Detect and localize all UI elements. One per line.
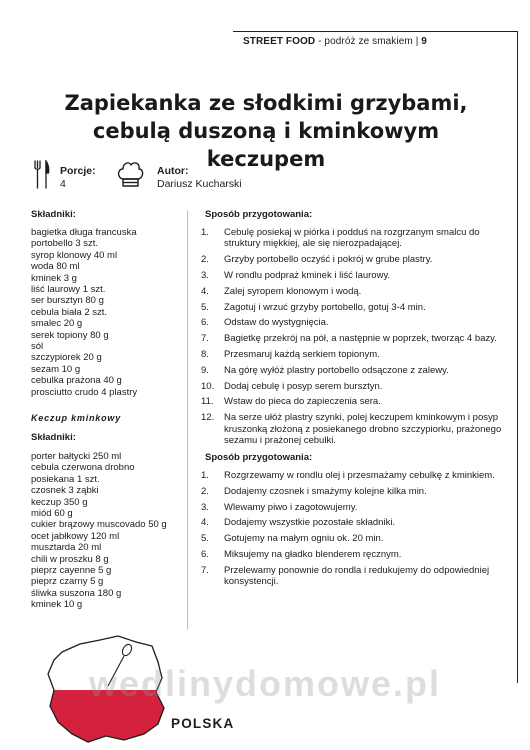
step-number: 4. [201,517,209,529]
step-text: Dodaj cebulę i posyp serem bursztyn. [224,380,383,392]
step-text: Dodajemy wszystkie pozostałe składniki. [224,517,396,529]
method-step [201,486,503,497]
method-step [201,565,503,588]
step-text: Na górę wyłóż plastry portobello odsączone z zalewy. [224,364,449,376]
step-text: Cebulę posiekaj w piórka i podduś na rozgrzanym smalcu do struktury miękkiej, ale się nierozpadającej. [224,227,480,250]
step-text: Miksujemy na gładko blenderem ręcznym. [224,548,402,560]
step-number: 2. [201,485,209,497]
method-step [201,349,503,360]
recipe-title-line: Zapiekanka ze słodkimi grzybami, [64,91,468,115]
fork-knife-icon [33,160,51,190]
column-divider [187,210,188,630]
step-number: 11. [201,396,214,408]
method-step [201,381,503,392]
method-step [201,502,503,513]
ingredient-item: serek topiony 80 g [31,329,109,341]
ingredient-item: sól [31,341,44,353]
step-number: 1. [201,227,209,238]
watermark: wedlinydomowe.pl [88,663,442,704]
step-text: W rondlu podpraż kminek i liść laurowy. [224,270,391,281]
ketchup-ingredients-list [31,451,167,611]
ingredient-item: cukier brązowy muscovado 50 g [31,519,167,531]
method-step [201,365,503,376]
step-text: Gotujemy na małym ogniu ok. 20 min. [224,533,384,545]
ketchup-method-heading: Sposób przygotowania: [205,452,313,463]
method-heading: Sposób przygotowania: [205,209,313,220]
ingredient-item: szczypiorek 20 g [31,352,102,364]
author-label: Autor: [157,165,189,177]
step-text: Zagotuj i wrzuć grzyby portobello, gotuj 3-4 min. [224,301,426,313]
recipe-title [31,89,501,173]
ketchup-title: Keczup kminkowy [31,413,122,423]
step-number: 4. [201,285,209,297]
method-step [201,302,503,313]
ingredient-item: pieprz cayenne 5 g [31,565,112,577]
page-number: 9 [421,36,427,47]
ingredient-item: czosnek 3 ząbki [31,485,99,497]
ingredient-item: woda 80 ml [31,261,80,273]
method-step [201,317,503,328]
step-text: Przesmaruj każdą serkiem topionym. [224,348,380,360]
ingredient-item: ser bursztyn 80 g [31,295,104,307]
method-step [201,270,503,281]
method-step [201,227,503,250]
method-step [201,254,503,265]
ingredient-item: miód 60 g [31,508,73,520]
header-title: STREET FOOD [243,36,316,47]
ingredients-heading: Składniki: [31,209,76,220]
step-number: 2. [201,254,209,266]
chef-hat-icon [116,160,144,190]
step-number: 5. [201,533,209,545]
header-frame-top [233,31,517,32]
running-header [243,36,427,47]
ingredient-item: sezam 10 g [31,363,81,375]
ingredient-item: keczup 350 g [31,496,88,508]
step-number: 7. [201,333,209,345]
ketchup-method-steps [201,470,503,592]
country-label: POLSKA [171,716,235,731]
ingredient-item: cebula czerwona drobno [31,462,135,474]
step-text: Bagietkę przekrój na pół, a następnie w poprzek, tworząc 4 bazy. [224,333,497,345]
author-value: Dariusz Kucharski [157,178,242,190]
step-number: 5. [201,301,209,313]
step-number: 6. [201,548,209,560]
servings-label: Porcje: [60,165,96,177]
method-step [201,396,503,407]
ingredient-item: musztarda 20 ml [31,542,102,554]
ingredient-item: ocet jabłkowy 120 ml [31,530,120,542]
method-steps [201,227,503,451]
step-number: 9. [201,364,209,376]
step-number: 8. [201,348,209,360]
step-number: 12. [201,412,215,424]
ingredient-item: kminek 10 g [31,599,83,611]
step-number: 6. [201,317,209,329]
ingredient-item: liść laurowy 1 szt. [31,284,106,296]
step-text: Wstaw do pieca do zapieczenia sera. [224,396,381,408]
step-text: Zalej syropem klonowym i wodą. [224,285,362,297]
ingredient-item: pieprz czarny 5 g [31,576,104,588]
step-number: 7. [201,564,209,576]
servings-value: 4 [60,178,66,190]
page-frame-right [517,31,518,683]
step-text: Odstaw do wystygnięcia. [224,317,329,329]
step-text: Wlewamy piwo i zagotowujemy. [224,501,358,513]
ingredient-item: śliwka suszona 180 g [31,587,122,599]
step-text: Na serze ułóż plastry szynki, polej keczupem kminkowym i posyp kruszonką złożoną z posiekanego drobno szczypiorku, prażonego sezamu i prażonej cebulki. [224,412,502,446]
method-step [201,549,503,560]
method-step [201,412,503,446]
step-number: 1. [201,470,209,481]
ingredient-item: porter bałtycki 250 ml [31,451,122,462]
method-step [201,533,503,544]
step-number: 10. [201,380,215,392]
ingredient-item: chili w proszku 8 g [31,553,109,565]
ketchup-ingredients-heading: Składniki: [31,432,76,443]
ingredient-item: kminek 3 g [31,272,77,284]
step-text: Przelewamy ponownie do rondla i redukujemy do odpowiedniej konsystencji. [224,564,490,588]
ingredient-item: smalec 20 g [31,318,83,330]
step-text: Rozgrzewamy w rondlu olej i przesmażamy cebulkę z kminkiem. [224,470,495,481]
step-text: Grzyby portobello oczyść i pokrój w grube plastry. [224,254,433,266]
recipe-title-line: cebulą duszoną i kminkowym keczupem [92,119,440,171]
ingredient-item: portobello 3 szt. [31,238,99,250]
ingredient-item: bagietka długa francuska [31,227,137,238]
method-step [201,470,503,481]
header-subtitle: - podróż ze smakiem | [318,36,419,47]
ingredient-item: cebulka prażona 40 g [31,375,122,387]
step-number: 3. [201,501,209,513]
step-text: Dodajemy czosnek i smażymy kolejne kilka min. [224,485,427,497]
method-step [201,333,503,344]
method-step [201,286,503,297]
step-number: 3. [201,270,209,281]
method-step [201,517,503,528]
ingredient-item: posiekana 1 szt. [31,473,100,485]
ingredient-item: syrop klonowy 40 ml [31,249,118,261]
ingredient-item: prosciutto crudo 4 plastry [31,386,138,398]
ingredients-list [31,227,137,398]
ingredient-item: cebula biała 2 szt. [31,306,108,318]
